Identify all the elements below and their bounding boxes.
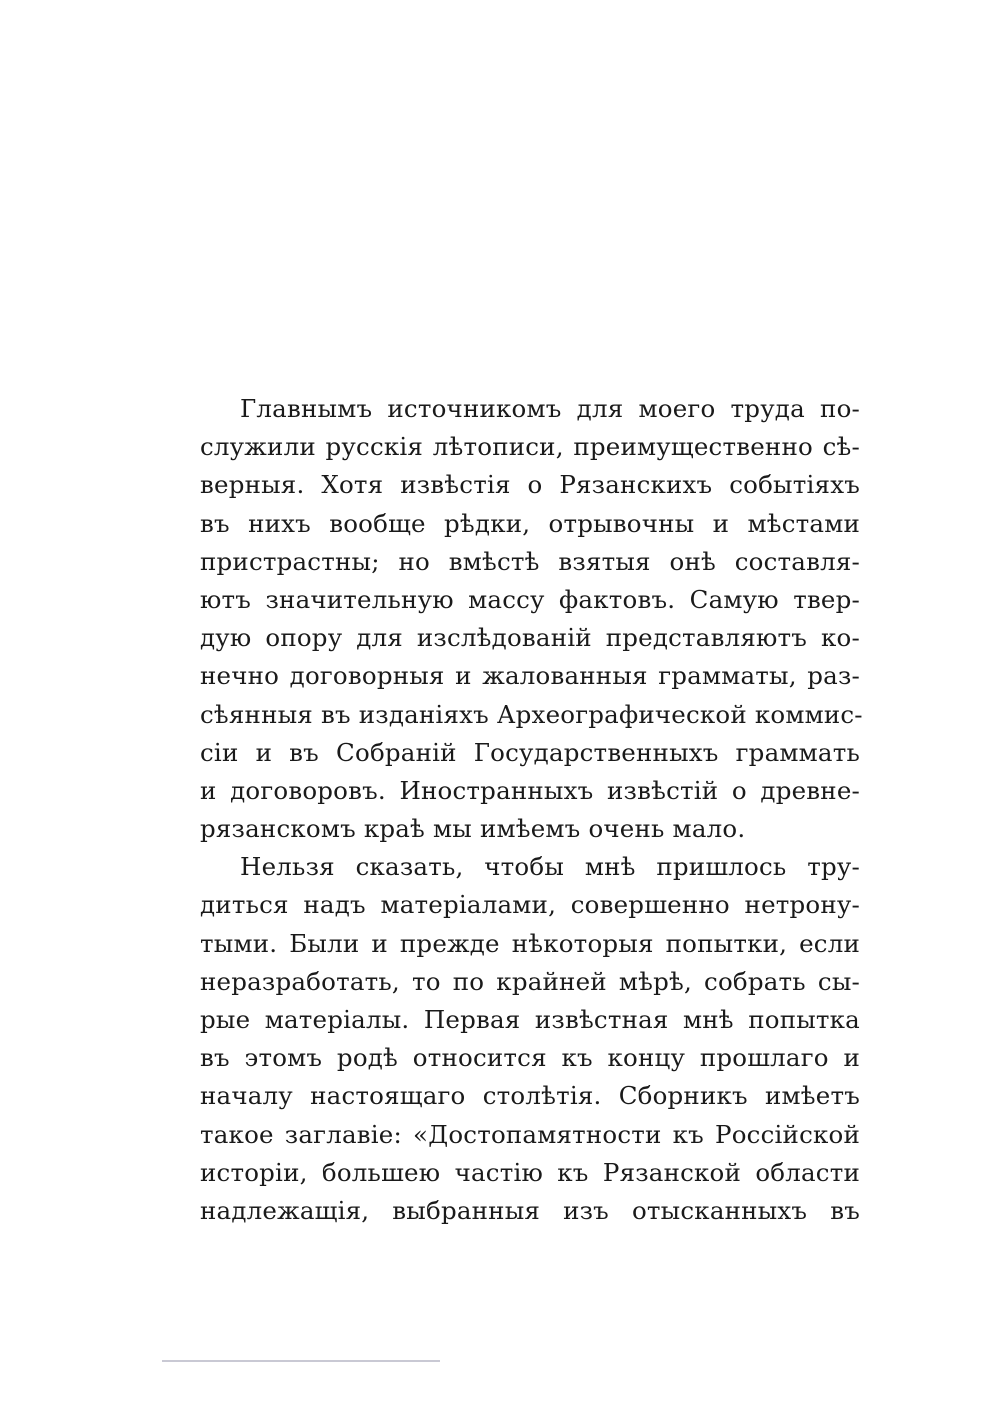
text-line: верныя. Хотя извѣстія о Рязанскихъ событіяхъ [200,470,860,500]
footnote-divider [162,1360,440,1362]
text-line: сіи и въ Собраній Государственныхъ граммать [200,737,860,767]
paragraph-1 [200,390,863,848]
body-text [200,390,863,1230]
paragraph-2 [200,848,860,1230]
text-line: и договоровъ. Иностранныхъ извѣстій о древне- [200,775,860,805]
text-line: нечно договорныя и жалованныя грамматы, раз- [200,661,860,691]
text-line: въ нихъ вообще рѣдки, отрывочны и мѣстами [200,508,860,538]
text-line: въ этомъ родѣ относится къ концу прошлаго и [200,1043,860,1073]
text-line: началу настоящаго столѣтія. Сборникъ имѣетъ [200,1081,860,1111]
text-line: надлежащія, выбранныя изъ отысканныхъ въ [200,1195,860,1225]
text-line: диться надъ матеріалами, совершенно нетрону- [200,890,860,920]
text-line: пристрастны; но вмѣстѣ взятыя онѣ составля- [200,546,860,576]
text-line: неразработать, то по крайней мѣрѣ, собрать сы- [200,966,860,996]
text-line: Главнымъ источникомъ для моего труда по- [240,394,860,423]
text-line: такое заглавіе: «Достопамятности къ Россійской [200,1119,860,1149]
text-line: рязанскомъ краѣ мы имѣемъ очень мало. [200,814,746,844]
text-line: ютъ значительную массу фактовъ. Самую твер- [200,584,860,614]
text-line: сѣянныя въ изданіяхъ Археографической коммис- [200,699,863,729]
text-line: рые матеріалы. Первая извѣстная мнѣ попытка [200,1005,860,1034]
text-line: Нельзя сказать, чтобы мнѣ пришлось тру- [240,852,860,882]
text-line: дую опору для изслѣдованій представляютъ ко- [200,623,860,653]
text-line: служили русскія лѣтописи, преимущественно сѣ- [200,432,860,462]
text-line: исторіи, большею частію къ Рязанской области [200,1157,860,1187]
text-line: тыми. Были и прежде нѣкоторыя попытки, если [200,928,860,958]
